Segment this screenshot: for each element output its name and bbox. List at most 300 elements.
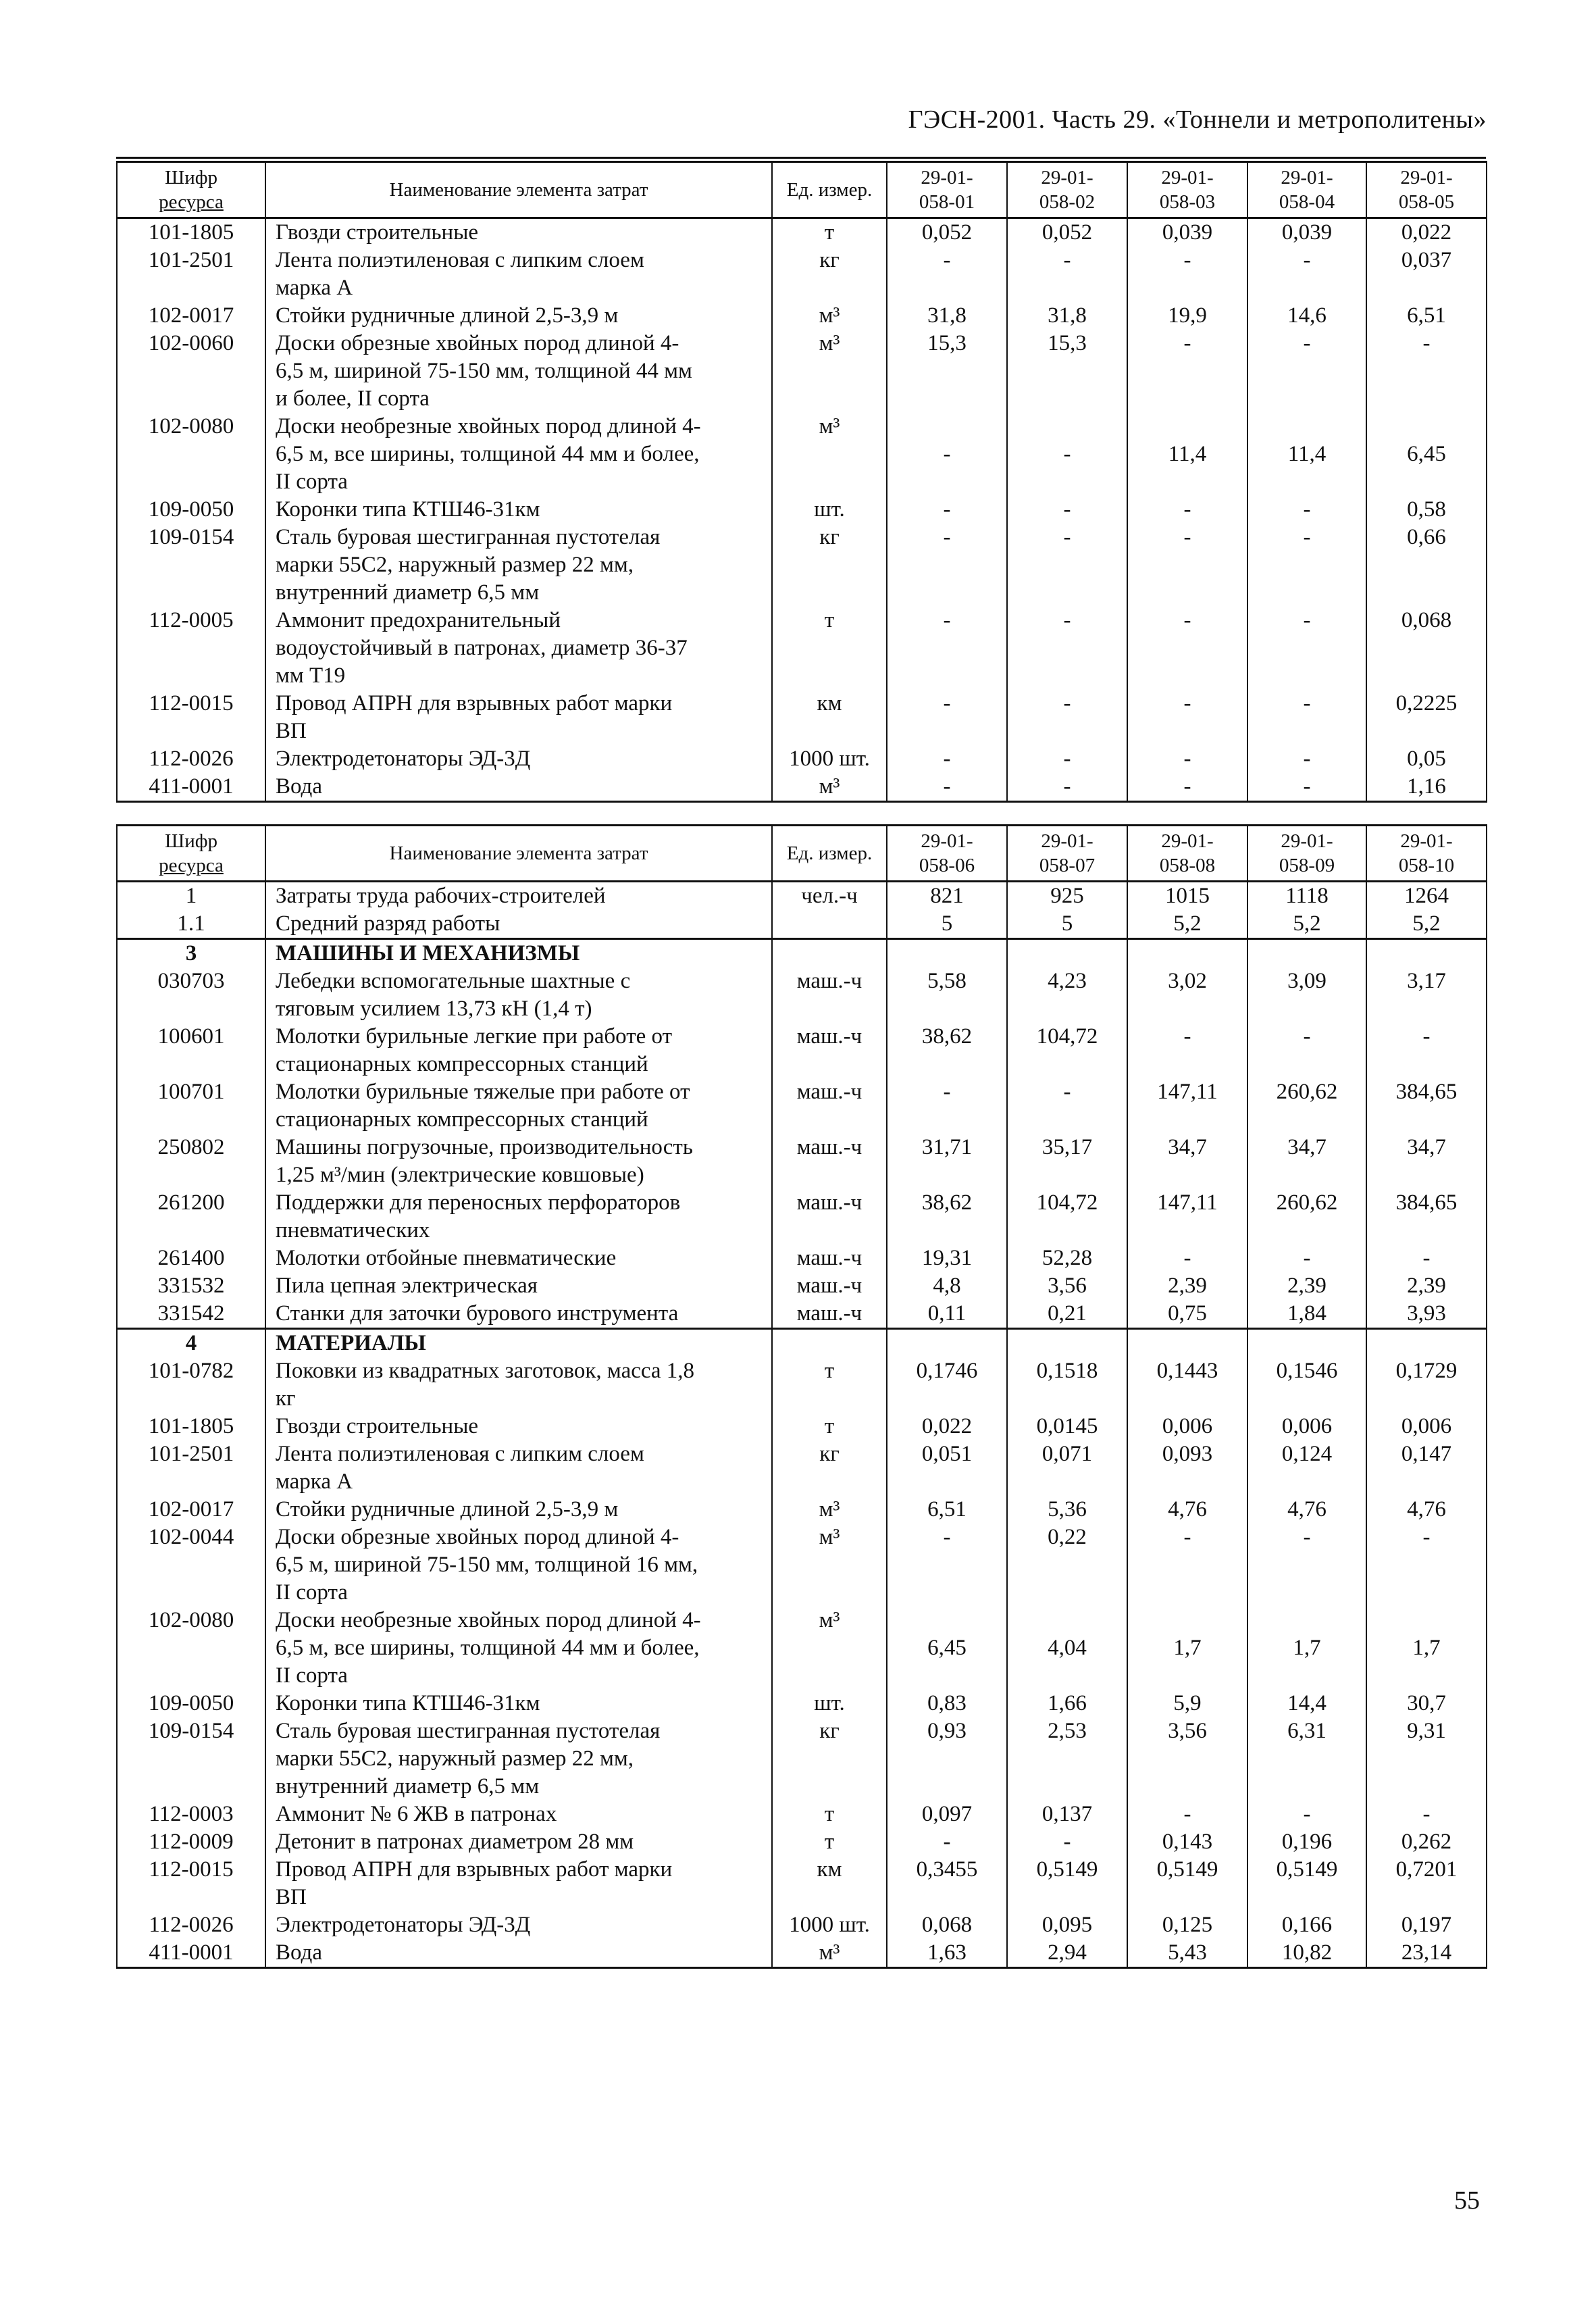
unit-of-measure: маш.-ч: [772, 1272, 887, 1300]
unit-of-measure: шт.: [772, 1690, 887, 1717]
norm-code-line2: 058-05: [1398, 191, 1455, 213]
resource-name-line: Доски необрезные хвойных пород длиной 4-: [276, 1608, 701, 1632]
norm-value: 104,72: [1007, 1023, 1127, 1078]
norm-value: 6,31: [1247, 1717, 1366, 1801]
unit-of-measure: т: [772, 1828, 887, 1856]
norm-value: 0,3455: [887, 1856, 1007, 1911]
norm-value: 6,45: [887, 1607, 1007, 1690]
unit-of-measure: [772, 910, 887, 939]
unit-of-measure: кг: [772, 524, 887, 607]
unit-of-measure: [772, 1329, 887, 1358]
unit-of-measure: кг: [772, 247, 887, 302]
resource-name-line: Доски обрезные хвойных пород длиной 4-: [276, 1525, 679, 1549]
norm-code-line2: 058-03: [1159, 191, 1216, 213]
unit-of-measure: т: [772, 218, 887, 247]
norm-value: 0,125: [1127, 1911, 1247, 1939]
norm-value: 4,76: [1366, 1496, 1487, 1524]
resource-name-line: МАШИНЫ И МЕХАНИЗМЫ: [276, 941, 580, 965]
norm-value: 5: [887, 910, 1007, 939]
norm-value: -: [1007, 607, 1127, 690]
norm-value: 0,197: [1366, 1911, 1487, 1939]
resource-code: 101-2501: [117, 1440, 265, 1496]
resource-name-line: Молотки бурильные тяжелые при работе от: [276, 1080, 690, 1104]
norm-value: 0,1443: [1127, 1357, 1247, 1413]
norm-value: 0,022: [1366, 218, 1487, 247]
norm-code-line1: 29-01-: [921, 830, 973, 852]
resource-name-line: II сорта: [276, 1580, 348, 1605]
column-header-code-line1: Шифр: [164, 830, 218, 852]
unit-of-measure: кг: [772, 1440, 887, 1496]
norm-value: 1,63: [887, 1939, 1007, 1968]
norm-value: 19,31: [887, 1244, 1007, 1272]
resource-name: [265, 690, 772, 745]
table-row: [117, 1524, 1487, 1607]
resource-name-line: Коронки типа КТШ46-31км: [276, 497, 540, 522]
table-row: [117, 1413, 1487, 1440]
table-row: [117, 247, 1487, 302]
unit-of-measure: м³: [772, 1607, 887, 1690]
norm-value: -: [887, 1078, 1007, 1134]
resource-code: 102-0080: [117, 1607, 265, 1690]
norm-value: 0,93: [887, 1717, 1007, 1801]
norm-value: 1,84: [1247, 1300, 1366, 1329]
resource-name-line: Станки для заточки бурового инструмента: [276, 1301, 679, 1326]
norm-code-line2: 058-01: [919, 191, 975, 213]
norm-value: 0,5149: [1247, 1856, 1366, 1911]
unit-of-measure: [772, 939, 887, 968]
norm-value: 0,068: [1366, 607, 1487, 690]
resource-name-line: 1,25 м³/мин (электрические ковшовые): [276, 1163, 644, 1187]
column-header-norm-3: [1127, 162, 1247, 218]
resource-code: 109-0154: [117, 1717, 265, 1801]
resource-code: 261400: [117, 1244, 265, 1272]
unit-of-measure: чел.-ч: [772, 882, 887, 911]
column-header-code: [117, 162, 265, 218]
resource-name-line: Пила цепная электрическая: [276, 1274, 538, 1298]
norm-value: 1,16: [1366, 773, 1487, 802]
norm-code-line2: 058-07: [1039, 855, 1096, 876]
column-header-norm-4: [1247, 826, 1366, 882]
page-number: 55: [1454, 2186, 1480, 2215]
norm-value: 0,22: [1007, 1524, 1127, 1607]
norm-value: 0,1729: [1366, 1357, 1487, 1413]
resource-code: 100601: [117, 1023, 265, 1078]
norm-code-line1: 29-01-: [1281, 167, 1333, 188]
norm-value: -: [1247, 690, 1366, 745]
norm-value: -: [887, 607, 1007, 690]
norm-value: 3,93: [1366, 1300, 1487, 1329]
resource-name: [265, 910, 772, 939]
resource-name-line: водоустойчивый в патронах, диаметр 36-37: [276, 636, 688, 660]
resource-name-line: Вода: [276, 1940, 322, 1965]
unit-of-measure: м³: [772, 413, 887, 496]
norm-value: 4,8: [887, 1272, 1007, 1300]
column-header-unit: Ед. измер.: [772, 162, 887, 218]
norm-value: 5,2: [1366, 910, 1487, 939]
resource-name: [265, 524, 772, 607]
unit-of-measure: км: [772, 690, 887, 745]
norm-value: 0,1518: [1007, 1357, 1127, 1413]
resource-code: 112-0003: [117, 1801, 265, 1828]
norm-value: 925: [1007, 882, 1127, 911]
resource-name-line: Аммонит № 6 ЖВ в патронах: [276, 1802, 557, 1826]
resource-name: [265, 1607, 772, 1690]
norm-value: [1127, 939, 1247, 968]
table-row: [117, 413, 1487, 496]
norm-value: -: [1247, 745, 1366, 773]
norm-value: 260,62: [1247, 1189, 1366, 1244]
table-header-row: [117, 826, 1487, 882]
resource-name-line: 6,5 м, шириной 75-150 мм, толщиной 16 мм,: [276, 1553, 698, 1577]
norm-value: -: [887, 690, 1007, 745]
resource-table-1: [116, 161, 1487, 803]
unit-of-measure: маш.-ч: [772, 1244, 887, 1272]
resource-code: 411-0001: [117, 773, 265, 802]
resource-name-line: Доски обрезные хвойных пород длиной 4-: [276, 331, 679, 355]
column-header-norm-1: [887, 826, 1007, 882]
norm-value: 3,17: [1366, 967, 1487, 1023]
resource-name-line: Провод АПРН для взрывных работ марки: [276, 1857, 673, 1882]
norm-value: -: [887, 745, 1007, 773]
resource-name-line: внутренний диаметр 6,5 мм: [276, 1774, 540, 1799]
norm-value: [1247, 1329, 1366, 1358]
resource-name-line: Доски необрезные хвойных пород длиной 4-: [276, 414, 701, 438]
norm-value: 11,4: [1127, 413, 1247, 496]
resource-name-line: 6,5 м, все ширины, толщиной 44 мм и более,: [276, 442, 700, 466]
norm-value: 0,093: [1127, 1440, 1247, 1496]
resource-code: 331542: [117, 1300, 265, 1329]
norm-value: 0,2225: [1366, 690, 1487, 745]
norm-value: [887, 1329, 1007, 1358]
norm-value: 821: [887, 882, 1007, 911]
resource-name: [265, 330, 772, 413]
norm-value: -: [1127, 607, 1247, 690]
norm-value: 0,83: [887, 1690, 1007, 1717]
norm-value: 4,76: [1127, 1496, 1247, 1524]
norm-value: 2,53: [1007, 1717, 1127, 1801]
norm-value: -: [1247, 773, 1366, 802]
norm-value: 15,3: [1007, 330, 1127, 413]
norm-value: -: [1007, 524, 1127, 607]
norm-value: 38,62: [887, 1189, 1007, 1244]
norm-value: 34,7: [1127, 1134, 1247, 1189]
unit-of-measure: т: [772, 1801, 887, 1828]
norm-value: -: [1247, 496, 1366, 524]
norm-value: -: [887, 413, 1007, 496]
norm-value: 0,5149: [1007, 1856, 1127, 1911]
norm-value: 23,14: [1366, 1939, 1487, 1968]
resource-name-line: марки 55С2, наружный размер 22 мм,: [276, 553, 634, 577]
norm-value: 1118: [1247, 882, 1366, 911]
norm-value: -: [1007, 413, 1127, 496]
resource-code: 1: [117, 882, 265, 911]
resource-code: 101-2501: [117, 247, 265, 302]
table-row: [117, 607, 1487, 690]
norm-value: 0,143: [1127, 1828, 1247, 1856]
resource-name-line: МАТЕРИАЛЫ: [276, 1331, 426, 1355]
column-header-norm-1: [887, 162, 1007, 218]
norm-value: 0,006: [1366, 1413, 1487, 1440]
resource-name-line: Электродетонаторы ЭД-3Д: [276, 747, 531, 771]
resource-name-line: Сталь буровая шестигранная пустотелая: [276, 1719, 661, 1743]
norm-value: 30,7: [1366, 1690, 1487, 1717]
resource-name-line: Детонит в патронах диаметром 28 мм: [276, 1830, 634, 1854]
resource-name: [265, 967, 772, 1023]
resource-name-line: стационарных компрессорных станций: [276, 1107, 648, 1132]
resource-code: 112-0015: [117, 690, 265, 745]
unit-of-measure: маш.-ч: [772, 1134, 887, 1189]
norm-value: -: [1007, 745, 1127, 773]
norm-value: 52,28: [1007, 1244, 1127, 1272]
norm-value: 14,4: [1247, 1690, 1366, 1717]
norm-value: 104,72: [1007, 1189, 1127, 1244]
resource-name: [265, 1690, 772, 1717]
norm-value: -: [1127, 773, 1247, 802]
column-header-name: Наименование элемента затрат: [265, 162, 772, 218]
norm-value: 0,196: [1247, 1828, 1366, 1856]
table-row: [117, 218, 1487, 247]
resource-code: 4: [117, 1329, 265, 1358]
unit-of-measure: маш.-ч: [772, 1300, 887, 1329]
norm-value: 31,8: [1007, 302, 1127, 330]
norm-value: 0,75: [1127, 1300, 1247, 1329]
resource-name-line: II сорта: [276, 1663, 348, 1688]
norm-value: 5,43: [1127, 1939, 1247, 1968]
norm-value: [1366, 939, 1487, 968]
resource-name: [265, 1078, 772, 1134]
norm-value: 1,7: [1247, 1607, 1366, 1690]
resource-name: [265, 1717, 772, 1801]
norm-value: 31,8: [887, 302, 1007, 330]
column-header-norm-3: [1127, 826, 1247, 882]
resource-code: 109-0154: [117, 524, 265, 607]
resource-name-line: марки 55С2, наружный размер 22 мм,: [276, 1746, 634, 1771]
resource-name-line: стационарных компрессорных станций: [276, 1052, 648, 1076]
norm-value: [1247, 939, 1366, 968]
norm-value: 0,124: [1247, 1440, 1366, 1496]
norm-value: 5,9: [1127, 1690, 1247, 1717]
column-header-name: Наименование элемента затрат: [265, 826, 772, 882]
resource-name: [265, 302, 772, 330]
unit-of-measure: т: [772, 1357, 887, 1413]
norm-value: -: [1007, 1078, 1127, 1134]
norm-value: 147,11: [1127, 1078, 1247, 1134]
resource-name-line: Коронки типа КТШ46-31км: [276, 1691, 540, 1715]
resource-code: 250802: [117, 1134, 265, 1189]
resource-name: [265, 882, 772, 911]
resource-name: [265, 1134, 772, 1189]
norm-value: 0,052: [887, 218, 1007, 247]
norm-code-line1: 29-01-: [1041, 830, 1093, 852]
table-row: [117, 1134, 1487, 1189]
table-row: [117, 882, 1487, 911]
norm-value: -: [1007, 247, 1127, 302]
resource-name: [265, 247, 772, 302]
section-row: [117, 939, 1487, 968]
section-title: [265, 939, 772, 968]
resource-name-line: Молотки бурильные легкие при работе от: [276, 1024, 673, 1049]
norm-value: 9,31: [1366, 1717, 1487, 1801]
norm-value: -: [1127, 247, 1247, 302]
resource-name-line: Гвозди строительные: [276, 1414, 479, 1438]
table-row: [117, 1801, 1487, 1828]
norm-value: 0,071: [1007, 1440, 1127, 1496]
resource-code: 112-0005: [117, 607, 265, 690]
norm-value: 0,097: [887, 1801, 1007, 1828]
resource-code: 102-0080: [117, 413, 265, 496]
norm-value: -: [1007, 1828, 1127, 1856]
norm-value: 0,051: [887, 1440, 1007, 1496]
norm-value: 0,66: [1366, 524, 1487, 607]
norm-value: -: [887, 1828, 1007, 1856]
table-row: [117, 967, 1487, 1023]
norm-value: -: [887, 1524, 1007, 1607]
norm-value: 1015: [1127, 882, 1247, 911]
norm-value: -: [1247, 330, 1366, 413]
norm-code-line1: 29-01-: [1400, 830, 1453, 852]
table-row: [117, 910, 1487, 939]
table-row: [117, 1078, 1487, 1134]
table-row: [117, 1272, 1487, 1300]
norm-value: 0,022: [887, 1413, 1007, 1440]
resource-name-line: мм Т19: [276, 663, 346, 688]
section-title: [265, 1329, 772, 1358]
norm-value: -: [1127, 1524, 1247, 1607]
norm-value: 2,39: [1247, 1272, 1366, 1300]
resource-name: [265, 413, 772, 496]
norm-code-line2: 058-04: [1279, 191, 1335, 213]
unit-of-measure: м³: [772, 1496, 887, 1524]
norm-value: -: [887, 524, 1007, 607]
resource-name: [265, 1300, 772, 1329]
resource-name: [265, 1828, 772, 1856]
resource-name: [265, 1272, 772, 1300]
resource-code: 100701: [117, 1078, 265, 1134]
norm-value: -: [1127, 1244, 1247, 1272]
norm-value: 0,5149: [1127, 1856, 1247, 1911]
norm-value: -: [1247, 1023, 1366, 1078]
table-row: [117, 1607, 1487, 1690]
table-row: [117, 1189, 1487, 1244]
column-header-unit: Ед. измер.: [772, 826, 887, 882]
resource-name-line: марка А: [276, 1469, 353, 1494]
norm-code-line2: 058-06: [919, 855, 975, 876]
norm-value: 6,51: [1366, 302, 1487, 330]
norm-code-line1: 29-01-: [1161, 167, 1214, 188]
resource-name: [265, 1189, 772, 1244]
norm-value: 0,1546: [1247, 1357, 1366, 1413]
norm-value: 14,6: [1247, 302, 1366, 330]
norm-value: -: [1127, 1023, 1247, 1078]
resource-name-line: II сорта: [276, 470, 348, 494]
norm-value: 1,7: [1127, 1607, 1247, 1690]
unit-of-measure: м³: [772, 1939, 887, 1968]
norm-value: 0,052: [1007, 218, 1127, 247]
resource-code: 102-0044: [117, 1524, 265, 1607]
resource-name: [265, 1496, 772, 1524]
table-row: [117, 1717, 1487, 1801]
resource-name: [265, 1413, 772, 1440]
norm-value: 5,2: [1247, 910, 1366, 939]
norm-value: -: [1127, 1801, 1247, 1828]
norm-value: 34,7: [1366, 1134, 1487, 1189]
norm-value: 1264: [1366, 882, 1487, 911]
resource-name: [265, 1357, 772, 1413]
table-header-row: [117, 162, 1487, 218]
norm-value: 3,56: [1127, 1717, 1247, 1801]
resource-code: 101-0782: [117, 1357, 265, 1413]
norm-value: 0,1746: [887, 1357, 1007, 1413]
norm-value: 3,56: [1007, 1272, 1127, 1300]
norm-value: 19,9: [1127, 302, 1247, 330]
norm-value: -: [1366, 1524, 1487, 1607]
table-body: [117, 218, 1487, 802]
resource-code: 109-0050: [117, 1690, 265, 1717]
norm-value: 0,039: [1247, 218, 1366, 247]
norm-value: 0,006: [1127, 1413, 1247, 1440]
resource-name-line: Машины погрузочные, производительность: [276, 1135, 693, 1159]
norm-code-line2: 058-08: [1159, 855, 1216, 876]
table-body: [117, 882, 1487, 1968]
norm-code-line1: 29-01-: [1161, 830, 1214, 852]
table-row: [117, 1690, 1487, 1717]
resource-name: [265, 1911, 772, 1939]
norm-value: 0,7201: [1366, 1856, 1487, 1911]
resource-name-line: Электродетонаторы ЭД-3Д: [276, 1913, 531, 1937]
resource-code: 101-1805: [117, 218, 265, 247]
unit-of-measure: м³: [772, 773, 887, 802]
norm-value: 35,17: [1007, 1134, 1127, 1189]
norm-value: 1,7: [1366, 1607, 1487, 1690]
unit-of-measure: м³: [772, 1524, 887, 1607]
unit-of-measure: км: [772, 1856, 887, 1911]
resource-table-2: [116, 824, 1487, 1969]
column-header-norm-2: [1007, 162, 1127, 218]
norm-value: 384,65: [1366, 1189, 1487, 1244]
norm-value: -: [1127, 745, 1247, 773]
norm-value: 6,51: [887, 1496, 1007, 1524]
norm-value: 0,21: [1007, 1300, 1127, 1329]
norm-value: 0,095: [1007, 1911, 1127, 1939]
norm-value: 0,166: [1247, 1911, 1366, 1939]
resource-name-line: Молотки отбойные пневматические: [276, 1246, 617, 1270]
norm-value: -: [1127, 524, 1247, 607]
norm-value: -: [1366, 1801, 1487, 1828]
norm-code-line2: 058-02: [1039, 191, 1096, 213]
resource-name: [265, 607, 772, 690]
resource-name-line: Сталь буровая шестигранная пустотелая: [276, 525, 661, 549]
norm-value: 0,11: [887, 1300, 1007, 1329]
norm-value: -: [1007, 690, 1127, 745]
column-header-norm-5: [1366, 826, 1487, 882]
unit-of-measure: кг: [772, 1717, 887, 1801]
norm-value: [1366, 1329, 1487, 1358]
table-row: [117, 745, 1487, 773]
resource-name-line: 6,5 м, все ширины, толщиной 44 мм и более,: [276, 1636, 700, 1660]
norm-value: 31,71: [887, 1134, 1007, 1189]
resource-name-line: Вода: [276, 774, 322, 799]
norm-value: 0,037: [1366, 247, 1487, 302]
norm-value: -: [1366, 1023, 1487, 1078]
norm-value: 5: [1007, 910, 1127, 939]
table-row: [117, 1496, 1487, 1524]
table-row: [117, 1440, 1487, 1496]
resource-name: [265, 496, 772, 524]
unit-of-measure: маш.-ч: [772, 1023, 887, 1078]
column-header-code: [117, 826, 265, 882]
norm-value: -: [1127, 330, 1247, 413]
resource-name-line: пневматических: [276, 1218, 430, 1242]
